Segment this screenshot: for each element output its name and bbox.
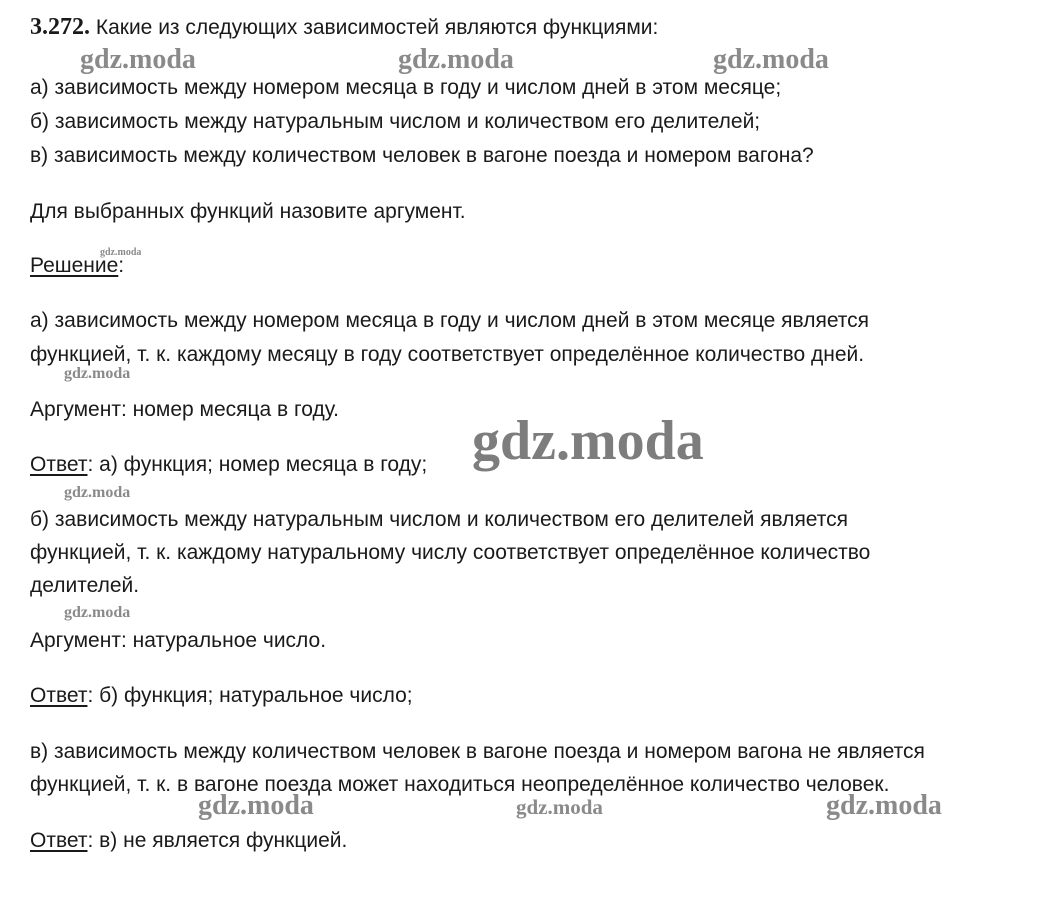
problem-item-b: б) зависимость между натуральным числом и количеством его делителей; <box>30 110 761 133</box>
solution-b-line-3: делителей. <box>30 574 140 597</box>
answer-label: Ответ <box>30 684 88 707</box>
solution-c-line-2: функцией, т. к. в вагоне поезда может находиться неопределённое количество человек. <box>30 773 890 796</box>
answer-label: Ответ <box>30 453 88 476</box>
solution-c-line-1: в) зависимость между количеством человек в вагоне поезда и номером вагона не является <box>30 740 925 763</box>
solution-b-line-2: функцией, т. к. каждому натуральному числу соответствует определённое количество <box>30 541 871 564</box>
solution-a-line-1: а) зависимость между номером месяца в году и числом дней в этом месяце является <box>30 309 870 332</box>
solution-a-line-2: функцией, т. к. каждому месяцу в году соответствует определённое количество дней. <box>30 343 865 366</box>
problem-task: Для выбранных функций назовите аргумент. <box>30 200 466 223</box>
problem-header <box>30 14 658 41</box>
solution-a-answer <box>30 452 427 478</box>
answer-text: : а) функция; номер месяца в году; <box>87 453 428 476</box>
watermark-large: gdz.moda <box>472 410 704 472</box>
problem-number: 3.272. <box>30 14 90 40</box>
watermark: gdz.moda <box>64 604 131 621</box>
watermark: gdz.moda <box>64 484 131 501</box>
solution-b-line-1: б) зависимость между натуральным числом и количеством его делителей является <box>30 508 849 531</box>
answer-text: : б) функция; натуральное число; <box>87 684 413 707</box>
problem-item-a: а) зависимость между номером месяца в году и числом дней в этом месяце; <box>30 76 782 99</box>
solution-heading-colon: : <box>118 254 125 277</box>
answer-label: Ответ <box>30 829 88 852</box>
solution-heading-text: Решение <box>30 254 119 277</box>
solution-b-argument: Аргумент: натуральное число. <box>30 629 327 652</box>
watermark: gdz.moda <box>516 795 603 819</box>
solution-c-answer <box>30 828 347 854</box>
watermark: gdz.moda <box>713 44 829 75</box>
problem-item-c: в) зависимость между количеством человек в вагоне поезда и номером вагона? <box>30 144 814 167</box>
watermark: gdz.moda <box>100 247 142 258</box>
watermark: gdz.moda <box>64 365 131 382</box>
watermark: gdz.moda <box>398 44 514 75</box>
problem-question: Какие из следующих зависимостей являются функциями: <box>95 16 659 39</box>
solution-a-argument: Аргумент: номер месяца в году. <box>30 398 339 421</box>
watermark: gdz.moda <box>826 790 942 821</box>
watermark: gdz.moda <box>198 790 314 821</box>
watermark: gdz.moda <box>80 44 196 75</box>
answer-text: : в) не является функцией. <box>87 829 348 852</box>
solution-b-answer <box>30 683 413 709</box>
